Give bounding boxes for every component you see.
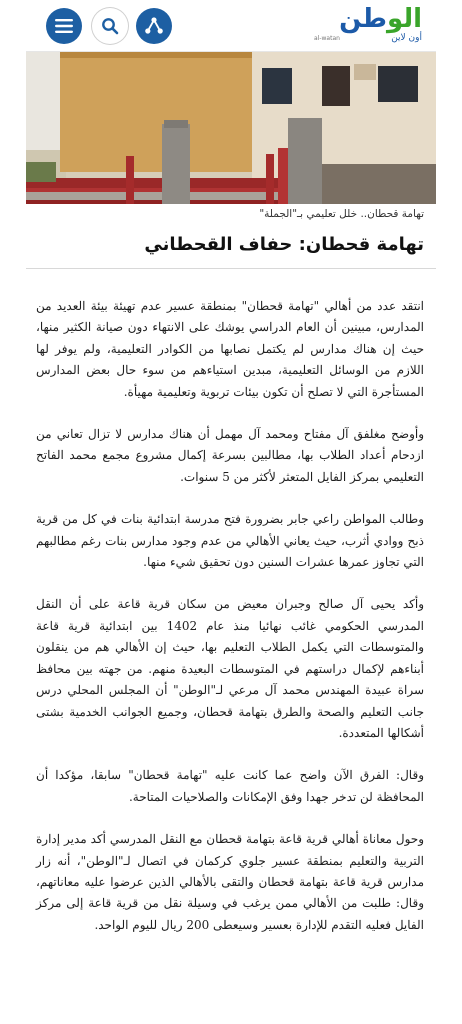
site-header	[26, 0, 436, 52]
article-page	[26, 0, 436, 1024]
article-paragraph: وطالب المواطن راعي جابر بضرورة فتح مدرسة ابتدائية بنات في كل من قرية ذبح ووادي أثرب، حيث يعاني الأهالي من عدم وجود مدارس بنات رغم مطالبهم التي تجاوز عمرها عشرات السنين دون تحقيق شيء منها.	[36, 512, 424, 570]
article-paragraph: وقال: الفرق الآن واضح عما كانت عليه "تهامة قحطان" سابقا، مؤكدا أن المحافظة لن تدخر جهدا وفق الإمكانات والصلاحيات المتاحة.	[36, 768, 424, 804]
article-body	[36, 296, 424, 957]
share-button[interactable]	[136, 8, 172, 44]
page-margin-left	[0, 0, 26, 1024]
article-paragraph: وأوضح مغلفق آل مفتاح ومحمد آل مهمل أن هناك مدارس لا تزال تعاني من ازدحام أعداد الطلاب بها، مطالبين بسرعة إكمال مشروع مجمع محمد الفاتح التعليمي بمركز الفايل المتعثر لأكثر من 5 سنوات.	[36, 427, 424, 484]
article-headline: تهامة قحطان: حفاف القحطاني	[144, 234, 424, 255]
school-building-photo	[26, 52, 436, 204]
hamburger-menu-icon	[54, 18, 74, 34]
search-button[interactable]	[92, 8, 128, 44]
search-icon	[101, 17, 119, 35]
logo-tagline-latin: al-watan	[314, 35, 340, 42]
page-margin-right	[436, 0, 462, 1024]
article-hero-image	[26, 52, 436, 204]
logo-tagline-arabic: أون لاين	[391, 33, 422, 43]
logo-tagline	[314, 33, 422, 44]
logo-wordmark: الوطن	[339, 4, 422, 34]
site-logo[interactable]	[314, 6, 422, 46]
headline-divider	[26, 268, 436, 269]
article-paragraph: وأكد يحيى آل صالح وجبران معيض من سكان قرية قاعة على أن النقل المدرسي الحكومي غائب نهائيا منذ عام 1402 بين ابتدائية قرية قاعة والمتوسطات التي يكمل الطلاب التعليم بها، حيث إن الأهالي هم من ينقلون أبناءهم لإكمال دراستهم في المتوسطات البعيدة منهم. من جهته بين محافظ سراة عبيدة المهندس محمد آل مرعي لـ"الوطن" أن المجلس المحلي درس جانب التعليم والصحة والطرق بتهامة قحطان، وجميع الجوانب الخدمية بشتى أشكالها المتعددة.	[36, 597, 425, 740]
article-paragraph: انتقد عدد من أهالي "تهامة قحطان" بمنطقة عسير عدم تهيئة بيئة العديد من المدارس، مبينين أن العام الدراسي يوشك على الانتهاء دون صيانة الكثير منها، حيث إن هناك مدارس لم يكتمل نصابها من الكوادر التعليمية، ولم يوفر لها اللازم من الوسائل التعليمية، مبدين استياءهم من سوء حال بعض المدارس المستأجرة التي لا تصلح أن تكون بيئات تربوية وتعليمية مهيأة.	[36, 299, 424, 399]
article-paragraph: وحول معاناة أهالي قرية قاعة بتهامة قحطان مع النقل المدرسي أكد مدير إدارة التربية والتعليم بمنطقة عسير جلوي كركمان في اتصال لـ"الوطن"، أنه زار مدارس قرية قاعة بتهامة قحطان والتقى بالأهالي الذين عرضوا عليه معاناتهم، وقال: طلبت من الأهالي ممن يرغب في وسيلة نقل من قرية قاعة إلى مركز الفايل فعليه التقدم للإدارة بعسير وسيعطى 200 ريال لليوم الواحد.	[36, 832, 424, 932]
menu-button[interactable]	[46, 8, 82, 44]
share-icon	[144, 16, 164, 36]
image-caption: تهامة قحطان.. خلل تعليمي بـ"الجملة"	[259, 208, 424, 220]
